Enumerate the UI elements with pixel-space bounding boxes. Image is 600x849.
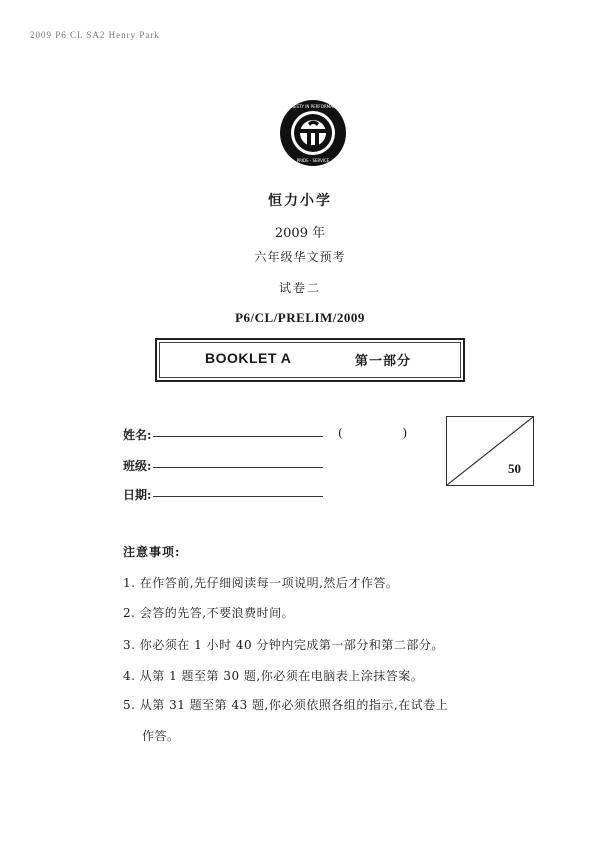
paper-title: 试卷二 [278, 281, 321, 295]
class-field[interactable] [123, 457, 323, 474]
name-line[interactable] [153, 435, 323, 437]
svg-text:HONESTY IN PERFORMANCE: HONESTY IN PERFORMANCE [284, 104, 342, 109]
score-max: 50 [508, 461, 521, 476]
booklet-banner [155, 338, 465, 382]
note-item: 1. 在作答前,先仔细阅读每一项说明,然后才作答。 [123, 576, 399, 590]
class-label: 班级: [123, 459, 152, 473]
date-label: 日期: [123, 488, 152, 502]
note-item: 5. 从第 31 题至第 43 题,你必须依照各组的指示,在试卷上 [123, 698, 449, 712]
exam-year: 2009 年 [274, 226, 326, 241]
booklet-label: BOOKLET A [205, 350, 292, 366]
class-line[interactable] [153, 466, 323, 468]
school-logo [279, 99, 347, 167]
paper-code: P6/CL/PRELIM/2009 [235, 310, 365, 325]
note-item: 3. 你必须在 1 小时 40 分钟内完成第一部分和第二部分。 [123, 638, 444, 652]
notes-title: 注意事项: [123, 545, 181, 559]
note-item: 2. 会答的先答,不要浪费时间。 [123, 606, 295, 620]
note-item: 4. 从第 1 题至第 30 题,你必须在电脑表上涂抹答案。 [123, 669, 424, 683]
exam-title: 六年级华文预考 [254, 250, 346, 264]
svg-text:PRIDE · SERVICE: PRIDE · SERVICE [296, 158, 330, 163]
name-label: 姓名: [123, 428, 152, 442]
part-label: 第一部分 [355, 354, 412, 369]
date-field[interactable] [123, 486, 323, 503]
score-box [446, 416, 534, 486]
name-field[interactable] [123, 426, 323, 443]
class-number-parens: ( ) [338, 426, 436, 440]
date-line[interactable] [153, 495, 323, 497]
school-name: 恒力小学 [268, 193, 332, 209]
scan-header-note: 2009 P6 CL SA2 Henry Park [30, 30, 160, 40]
note-item-continued: 作答。 [142, 729, 180, 743]
